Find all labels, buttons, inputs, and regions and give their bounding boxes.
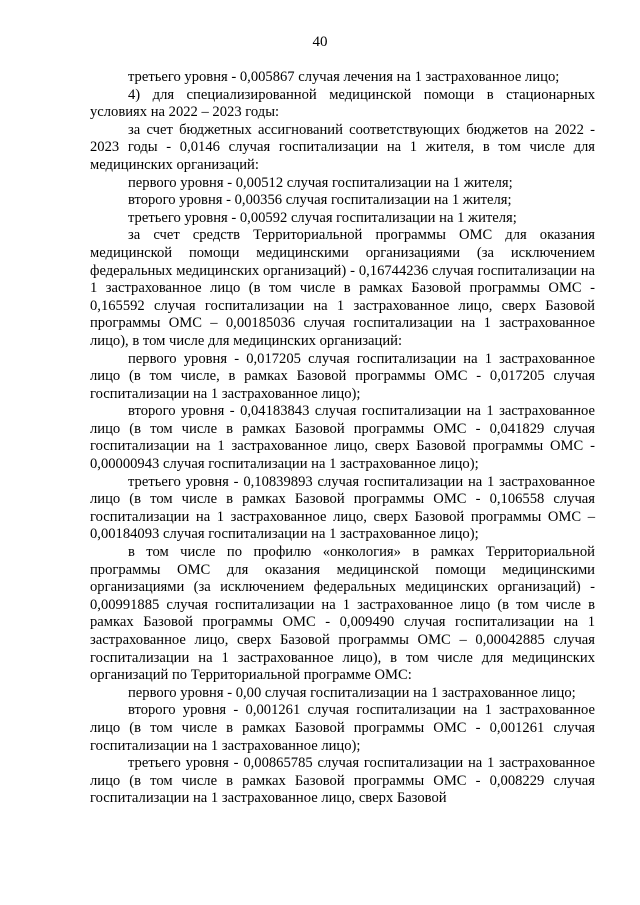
paragraph: третьего уровня - 0,00592 случая госпитализации на 1 жителя;	[128, 209, 517, 226]
paragraph: первого уровня - 0,00 случая госпитализации на 1 застрахованное лицо;	[128, 684, 576, 701]
body-text	[90, 69, 595, 808]
paragraph: первого уровня - 0,017205 случая госпитализации на 1 застрахованное лицо (в том числе, в рамках Базовой программы ОМС - 0,017205 случая госпитализации на 1 застрахованное лицо);	[90, 350, 595, 402]
paragraph: второго уровня - 0,001261 случая госпитализации на 1 застрахованное лицо (в том числе в рамках Базовой программы ОМС - 0,001261 случая госпитализации на 1 застрахованное лицо);	[90, 702, 595, 754]
paragraph: в том числе по профилю «онкология» в рамках Территориальной программы ОМС для оказания медицинской помощи медицинскими организациями (за исключением федеральных медицинских организаций) - 0,00991885 случая госпитализации на 1 застрахованное лицо (в том числе в рамках Базовой программы ОМС - 0,009490 случая госпитализации на 1 застрахованное лицо, сверх Базовой программы ОМС – 0,00042885 случая госпитализации на 1 застрахованное лицо), в том числе для медицинских организаций по Территориальной программе ОМС:	[90, 544, 595, 684]
paragraph: за счет средств Территориальной программы ОМС для оказания медицинской помощи медицинскими организациями (за исключением федеральных медицинских организаций) - 0,16744236 случая госпитализации на 1 застрахованное лицо (в том числе в рамках Базовой программы ОМС - 0,165592 случая госпитализации на 1 застрахованное лицо, сверх Базовой программы ОМС – 0,00185036 случая госпитализации на 1 застрахованное лицо), в том числе для медицинских организаций:	[90, 227, 595, 349]
paragraph: второго уровня - 0,00356 случая госпитализации на 1 жителя;	[128, 192, 512, 209]
page-number: 40	[312, 34, 328, 50]
paragraph: третьего уровня - 0,00865785 случая госпитализации на 1 застрахованное лицо (в том числе в рамках Базовой программы ОМС - 0,008229 случая госпитализации на 1 застрахованное лицо, сверх Базовой	[90, 755, 595, 807]
paragraph: первого уровня - 0,00512 случая госпитализации на 1 жителя;	[128, 174, 513, 191]
paragraph: третьего уровня - 0,005867 случая лечения на 1 застрахованное лицо;	[128, 69, 560, 85]
paragraph: 4) для специализированной медицинской помощи в стационарных условиях на 2022 – 2023 годы:	[90, 86, 595, 121]
paragraph: третьего уровня - 0,10839893 случая госпитализации на 1 застрахованное лицо (в том числе в рамках Базовой программы ОМС - 0,106558 случая госпитализации на 1 застрахованное лицо, сверх Базовой программы ОМС – 0,00184093 случая госпитализации на 1 застрахованное лицо);	[90, 473, 595, 543]
paragraph: второго уровня - 0,04183843 случая госпитализации на 1 застрахованное лицо (в том числе в рамках Базовой программы ОМС - 0,041829 случая госпитализации на 1 застрахованное лицо, сверх Базовой программы ОМС - 0,00000943 случая госпитализации на 1 застрахованное лицо);	[90, 403, 595, 473]
paragraph: за счет бюджетных ассигнований соответствующих бюджетов на 2022 - 2023 годы - 0,0146 случая госпитализации на 1 жителя, в том числе для медицинских организаций:	[90, 121, 595, 173]
